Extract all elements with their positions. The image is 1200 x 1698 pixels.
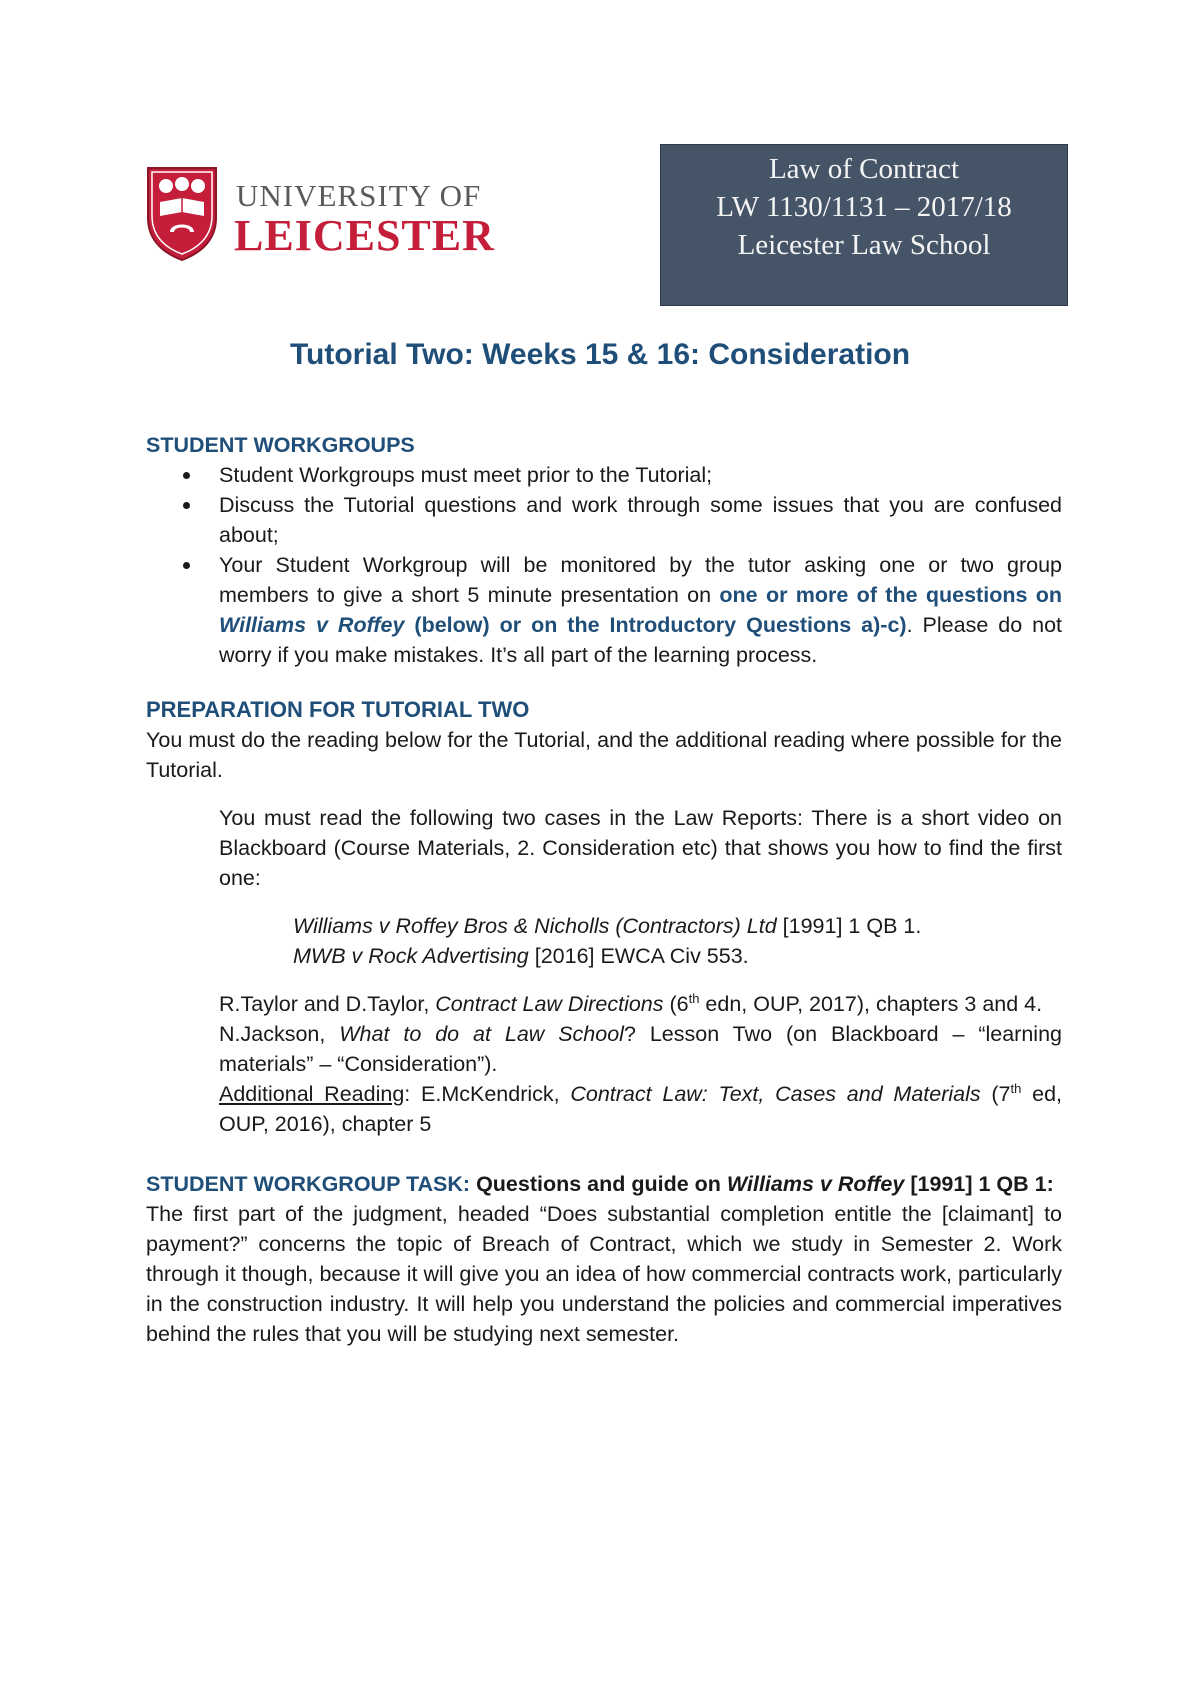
bullet-text: Student Workgroups must meet prior to the Tutorial; [219, 463, 713, 487]
case-list [293, 911, 1062, 971]
ref-detail: ed, OUP, 2016), chapter 5 [219, 1082, 1062, 1136]
university-logo [146, 166, 506, 266]
task-case-citation: [1991] 1 QB 1: [904, 1172, 1054, 1196]
bullet-icon [183, 562, 190, 569]
ref-title: Contract Law: Text, Cases and Materials [570, 1082, 981, 1106]
bullet-text: Discuss the Tutorial questions and work through some issues that you are confused about; [219, 493, 1062, 547]
case-name-italic: Williams v Roffey [219, 613, 405, 637]
reading-item [219, 989, 1062, 1019]
case-item [293, 941, 1062, 971]
task-heading-text: Questions and guide on [476, 1172, 727, 1196]
reading-item [219, 1079, 1062, 1139]
list-item [146, 490, 1062, 550]
bullet-icon [183, 472, 190, 479]
ref-superscript: th [688, 990, 700, 1006]
ref-detail: edn, OUP, 2017), chapters 3 and 4. [699, 992, 1043, 1016]
page-title: Tutorial Two: Weeks 15 & 16: Consideration [289, 338, 911, 371]
bullet-text: . Please do not worry if you make mistakes. It’s all part of the learning process. [219, 613, 1063, 667]
list-item [146, 550, 1062, 670]
cases-intro: You must read the following two cases in the Law Reports: There is a short video on Blackboard (Course Materials, 2. Consideration etc) that shows you how to find the first one: [219, 806, 1062, 890]
bullet-icon [183, 502, 190, 509]
workgroups-heading: STUDENT WORKGROUPS [146, 433, 415, 457]
case-citation: [1991] 1 QB 1. [776, 914, 922, 938]
preparation-heading: PREPARATION FOR TUTORIAL TWO [146, 697, 530, 722]
case-item [293, 911, 1062, 941]
preparation-intro: You must do the reading below for the Tutorial, and the additional reading where possible for the Tutorial. [146, 728, 1062, 782]
ref-superscript: th [1010, 1080, 1022, 1096]
ref-author: N.Jackson, [219, 1022, 340, 1046]
list-item [146, 460, 1062, 490]
logo-text-leicester: LEICESTER [234, 211, 495, 260]
ref-detail: (7 [980, 1082, 1011, 1106]
workgroups-list [146, 460, 1062, 670]
course-info-box [660, 144, 1068, 306]
reading-item [219, 1019, 1062, 1079]
additional-reading-label: Additional Reading [219, 1082, 405, 1106]
case-name: Williams v Roffey Bros & Nicholls (Contractors) Ltd [293, 914, 777, 938]
task-heading [146, 1169, 1062, 1199]
case-name: MWB v Rock Advertising [293, 944, 529, 968]
course-name: Law of Contract [768, 153, 960, 185]
document-body [146, 430, 1062, 1349]
ref-detail: ? Lesson Two (on Blackboard – “learning materials” – “Consideration”). [219, 1022, 1062, 1076]
course-code: LW 1130/1131 – 2017/18 [716, 191, 1012, 223]
case-citation: [2016] EWCA Civ 553. [528, 944, 749, 968]
ref-author: R.Taylor and D.Taylor, [219, 992, 436, 1016]
task-case-name: Williams v Roffey [726, 1172, 905, 1196]
emphasis-text: (below) or on the Introductory Questions a)-c) [404, 613, 907, 637]
ref-detail: (6 [663, 992, 689, 1016]
reading-list [219, 989, 1062, 1139]
bullet-text: Your Student Workgroup will be monitored by the tutor asking one or two group members to give a short 5 minute presentation on [219, 553, 1062, 607]
ref-author: : E.McKendrick, [404, 1082, 571, 1106]
logo-text-university-of: UNIVERSITY OF [236, 178, 482, 213]
task-heading-label: STUDENT WORKGROUP TASK: [146, 1172, 477, 1196]
task-body: The first part of the judgment, headed “Does substantial completion entitle the [claimant] to payment?” concerns the topic of Breach of Contract, which we study in Semester 2. Work through it though, because it will give you an idea of how commercial contracts work, particularly in the construction industry. It will help you understand the policies and commercial imperatives behind the rules that you will be studying next semester. [146, 1202, 1062, 1346]
school-name: Leicester Law School [737, 229, 991, 261]
crest-icon [146, 166, 218, 262]
emphasis-text: one or more of the questions on [719, 583, 1063, 607]
ref-title: What to do at Law School [339, 1022, 624, 1046]
ref-title: Contract Law Directions [435, 992, 664, 1016]
